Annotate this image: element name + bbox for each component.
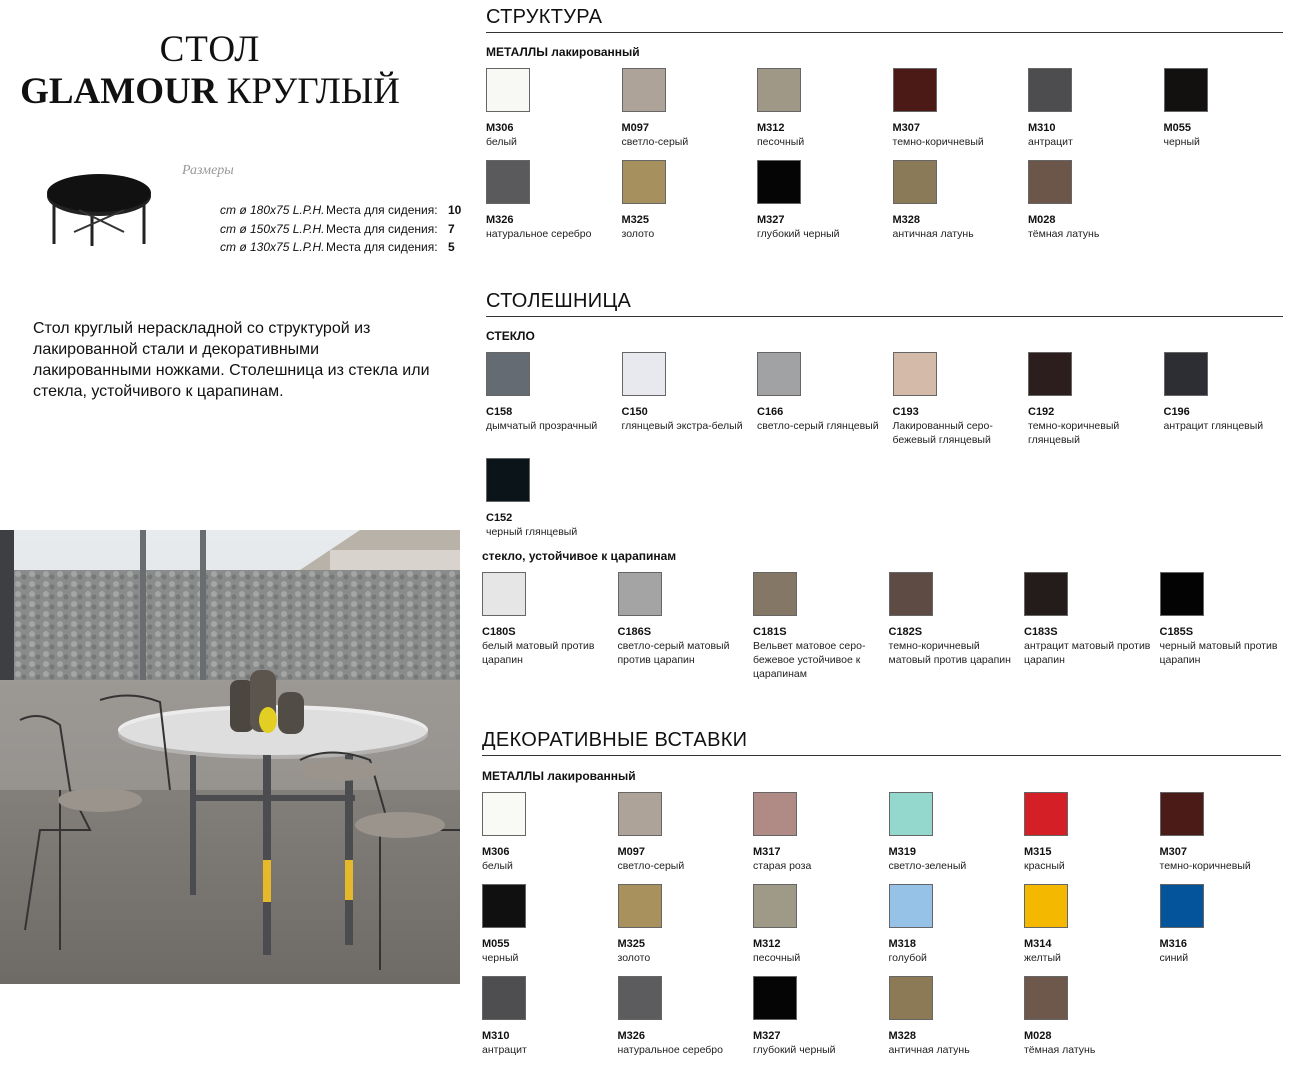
- swatch-name: белый: [482, 860, 513, 872]
- swatch-color-box: [889, 884, 933, 928]
- swatch-color-box: [1024, 884, 1068, 928]
- swatch-name: светло-зеленый: [888, 860, 967, 872]
- swatch-color-box: [893, 68, 937, 112]
- swatch-code: M055: [1163, 122, 1192, 134]
- swatch-color-box: [753, 884, 797, 928]
- swatch-color-box: [757, 68, 801, 112]
- swatch-code: M097: [617, 846, 646, 858]
- swatch-name: тёмная латунь: [1028, 228, 1100, 240]
- color-swatch: [753, 792, 887, 873]
- swatch-code: C185S: [1159, 626, 1194, 638]
- swatch-color-box: [482, 976, 526, 1020]
- swatch-code: M316: [1159, 938, 1188, 950]
- inserts-title: ДЕКОРАТИВНЫЕ ВСТАВКИ: [482, 729, 748, 751]
- scratch-subtitle: стекло, устойчивое к царапинам: [482, 549, 677, 563]
- swatch-name: антрацит: [482, 1044, 527, 1056]
- swatch-code: M328: [888, 1030, 917, 1042]
- swatch-code: M317: [753, 846, 781, 858]
- swatch-color-box: [753, 976, 797, 1020]
- color-swatch: [618, 884, 752, 965]
- swatch-name: Вельвет матовое серо-бежевое устойчивое к царапинам: [753, 640, 866, 680]
- swatch-name: черный глянцевый: [486, 526, 578, 538]
- table-drawing: [24, 166, 174, 250]
- swatch-color-box: [889, 792, 933, 836]
- swatch-code: C180S: [482, 626, 516, 638]
- swatch-color-box: [1164, 352, 1208, 396]
- swatch-name: античная латунь: [892, 228, 974, 240]
- swatch-code: C181S: [753, 626, 787, 638]
- color-swatch: [889, 572, 1023, 667]
- swatch-name: глубокий черный: [757, 228, 840, 240]
- swatch-name: дымчатый прозрачный: [486, 420, 598, 432]
- swatch-code: C196: [1163, 406, 1190, 418]
- swatch-color-box: [753, 572, 797, 616]
- swatch-code: C186S: [617, 626, 652, 638]
- swatch-name: песочный: [757, 136, 805, 148]
- swatch-code: C150: [621, 406, 648, 418]
- swatch-name: красный: [1024, 860, 1065, 872]
- swatch-color-box: [893, 352, 937, 396]
- tabletop-divider: [486, 316, 1283, 317]
- color-swatch: [618, 792, 752, 873]
- swatch-color-box: [618, 884, 662, 928]
- swatch-code: M312: [757, 122, 785, 134]
- inserts-subtitle: МЕТАЛЛЫ лакированный: [482, 769, 636, 783]
- color-swatch: [1164, 352, 1298, 433]
- color-swatch: [482, 572, 616, 667]
- color-swatch: [1024, 884, 1158, 965]
- product-title-line2: [0, 70, 420, 113]
- color-swatch: [1028, 160, 1162, 241]
- swatch-name: песочный: [753, 952, 801, 964]
- swatch-code: M097: [621, 122, 650, 134]
- swatch-name: антрацит глянцевый: [1163, 420, 1264, 432]
- swatch-name: антрацит: [1028, 136, 1073, 148]
- size-dim: cm ø 150x75 L.P.H.: [220, 222, 325, 236]
- swatch-color-box: [753, 792, 797, 836]
- swatch-code: M306: [482, 846, 510, 858]
- swatch-name: тёмная латунь: [1024, 1044, 1096, 1056]
- swatch-name: светло-серый матовый против царапин: [617, 640, 730, 666]
- swatch-color-box: [1028, 160, 1072, 204]
- swatch-color-box: [482, 572, 526, 616]
- swatch-code: M315: [1024, 846, 1052, 858]
- swatch-name: старая роза: [753, 860, 812, 872]
- swatch-code: M310: [482, 1030, 510, 1042]
- color-swatch: [486, 68, 620, 149]
- swatch-color-box: [757, 160, 801, 204]
- swatch-name: глубокий черный: [753, 1044, 836, 1056]
- size-label: Места для сидения:: [326, 222, 438, 236]
- color-swatch: [482, 884, 616, 965]
- structure-title: СТРУКТУРА: [486, 6, 603, 28]
- swatch-code: M055: [482, 938, 510, 950]
- swatch-color-box: [622, 352, 666, 396]
- size-label: Места для сидения:: [326, 240, 438, 254]
- swatch-color-box: [482, 884, 526, 928]
- color-swatch: [893, 68, 1027, 149]
- swatch-name: темно-коричневый: [1159, 860, 1251, 872]
- dimensions-label: Размеры: [182, 163, 234, 178]
- swatch-code: M325: [617, 938, 646, 950]
- swatch-code: M028: [1028, 214, 1056, 226]
- color-swatch: [1160, 792, 1294, 873]
- color-swatch: [1024, 976, 1158, 1057]
- swatch-code: M307: [892, 122, 921, 134]
- swatch-name: натуральное серебро: [486, 228, 592, 240]
- size-seats: 10: [448, 203, 462, 217]
- swatch-color-box: [889, 976, 933, 1020]
- color-swatch: [757, 352, 891, 433]
- swatch-color-box: [889, 572, 933, 616]
- color-swatch: [618, 976, 752, 1057]
- swatch-code: M314: [1024, 938, 1052, 950]
- swatch-name: антрацит матовый против царапин: [1024, 640, 1151, 666]
- color-swatch: [622, 160, 756, 241]
- swatch-name: светло-серый глянцевый: [757, 420, 879, 432]
- swatch-code: M318: [888, 938, 917, 950]
- size-seats: 7: [448, 222, 455, 236]
- color-swatch: [1160, 572, 1294, 667]
- color-swatch: [889, 884, 1023, 965]
- swatch-name: голубой: [888, 952, 927, 964]
- size-dim: cm ø 180x75 L.P.H.: [220, 203, 325, 217]
- swatch-code: C192: [1028, 406, 1055, 418]
- swatch-code: M325: [621, 214, 650, 226]
- size-dim: cm ø 130x75 L.P.H.: [220, 240, 325, 254]
- swatch-code: C183S: [1024, 626, 1058, 638]
- color-swatch: [482, 976, 616, 1057]
- swatch-code: M326: [486, 214, 514, 226]
- color-swatch: [622, 68, 756, 149]
- swatch-name: желтый: [1024, 952, 1061, 964]
- glass-subtitle: СТЕКЛО: [486, 329, 535, 343]
- swatch-code: M328: [892, 214, 921, 226]
- swatch-code: M327: [753, 1030, 781, 1042]
- swatch-name: белый матовый против царапин: [482, 640, 595, 666]
- swatch-code: M306: [486, 122, 514, 134]
- inserts-divider: [482, 755, 1281, 756]
- product-brand: GLAMOUR: [20, 71, 218, 112]
- product-title-rest: КРУГЛЫЙ: [226, 71, 400, 112]
- swatch-name: черный матовый против царапин: [1159, 640, 1278, 666]
- swatch-color-box: [1160, 572, 1204, 616]
- swatch-code: C158: [486, 406, 513, 418]
- swatch-color-box: [486, 160, 530, 204]
- swatch-color-box: [757, 352, 801, 396]
- swatch-name: темно-коричневый глянцевый: [1028, 420, 1120, 446]
- size-label: Места для сидения:: [326, 203, 438, 217]
- swatch-color-box: [1164, 68, 1208, 112]
- color-swatch: [1160, 884, 1294, 965]
- swatch-name: глянцевый экстра-белый: [621, 420, 743, 432]
- swatch-code: M312: [753, 938, 781, 950]
- structure-divider: [486, 32, 1283, 33]
- swatch-color-box: [1024, 976, 1068, 1020]
- swatch-name: черный: [482, 952, 519, 964]
- swatch-color-box: [622, 160, 666, 204]
- color-swatch: [757, 68, 891, 149]
- color-swatch: [893, 160, 1027, 241]
- size-seats: 5: [448, 240, 455, 254]
- swatch-code: M307: [1159, 846, 1188, 858]
- swatch-color-box: [618, 792, 662, 836]
- swatch-code: M028: [1024, 1030, 1052, 1042]
- swatch-name: Лакированный серо-бежевый глянцевый: [892, 420, 993, 446]
- swatch-name: натуральное серебро: [617, 1044, 723, 1056]
- color-swatch: [1024, 572, 1158, 667]
- color-swatch: [1024, 792, 1158, 873]
- swatch-color-box: [618, 976, 662, 1020]
- color-swatch: [889, 976, 1023, 1057]
- color-swatch: [757, 160, 891, 241]
- color-swatch: [1164, 68, 1298, 149]
- swatch-color-box: [1160, 792, 1204, 836]
- swatch-name: синий: [1159, 952, 1189, 964]
- tabletop-title: СТОЛЕШНИЦА: [486, 290, 632, 312]
- color-swatch: [893, 352, 1027, 447]
- swatch-code: C182S: [888, 626, 923, 638]
- swatch-code: C193: [892, 406, 919, 418]
- swatch-color-box: [486, 68, 530, 112]
- swatch-name: темно-коричневый: [892, 136, 984, 148]
- swatch-color-box: [622, 68, 666, 112]
- color-swatch: [486, 352, 620, 433]
- swatch-code: M310: [1028, 122, 1056, 134]
- swatch-name: античная латунь: [888, 1044, 970, 1056]
- product-title-line1: СТОЛ: [159, 29, 261, 70]
- swatch-name: золото: [617, 952, 651, 964]
- swatch-name: темно-коричневый матовый против царапин: [888, 640, 1011, 666]
- color-swatch: [753, 884, 887, 965]
- swatch-name: золото: [621, 228, 655, 240]
- swatch-color-box: [486, 458, 530, 502]
- color-swatch: [889, 792, 1023, 873]
- structure-subtitle: МЕТАЛЛЫ лакированный: [486, 45, 640, 59]
- swatch-color-box: [1024, 572, 1068, 616]
- swatch-name: белый: [486, 136, 517, 148]
- color-swatch: [486, 160, 620, 241]
- swatch-code: M319: [888, 846, 917, 858]
- product-photo: [0, 530, 460, 984]
- product-description: Стол круглый нераскладной со структурой из лакированной стали и декоративными лакированными ножками. Столешница из стекла или стекла, устойчивого к царапинам.: [33, 320, 430, 400]
- swatch-color-box: [1024, 792, 1068, 836]
- swatch-code: C166: [757, 406, 784, 418]
- swatch-color-box: [1028, 352, 1072, 396]
- color-swatch: [753, 572, 887, 681]
- color-swatch: [486, 458, 620, 539]
- swatch-code: M327: [757, 214, 785, 226]
- swatch-code: C152: [486, 512, 513, 524]
- color-swatch: [622, 352, 756, 433]
- color-swatch: [1028, 68, 1162, 149]
- swatch-name: светло-серый: [617, 860, 685, 872]
- swatch-color-box: [893, 160, 937, 204]
- swatch-color-box: [1028, 68, 1072, 112]
- swatch-color-box: [482, 792, 526, 836]
- swatch-color-box: [486, 352, 530, 396]
- swatch-name: светло-серый: [621, 136, 689, 148]
- swatch-color-box: [618, 572, 662, 616]
- color-swatch: [482, 792, 616, 873]
- swatch-name: черный: [1163, 136, 1200, 148]
- color-swatch: [1028, 352, 1162, 447]
- swatch-code: M326: [617, 1030, 646, 1042]
- color-swatch: [753, 976, 887, 1057]
- color-swatch: [618, 572, 752, 667]
- swatch-color-box: [1160, 884, 1204, 928]
